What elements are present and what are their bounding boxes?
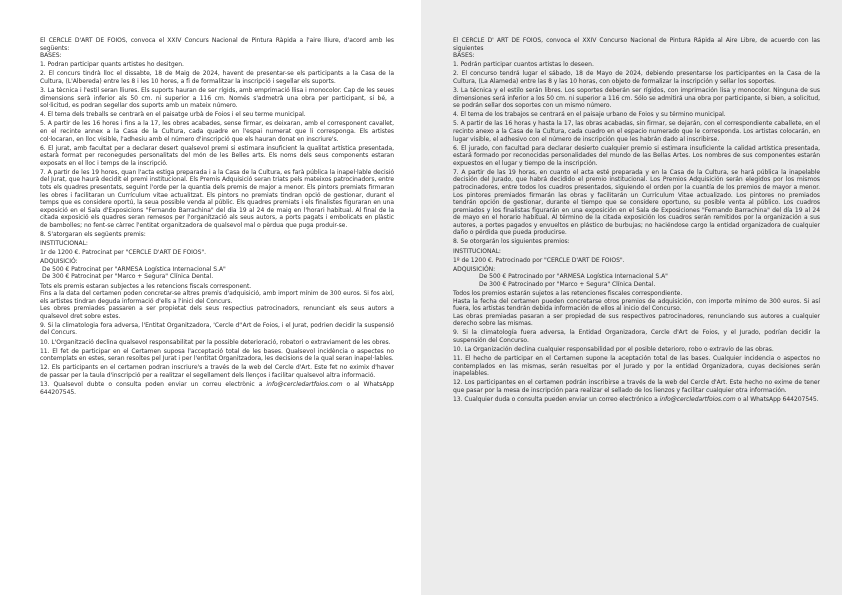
rule-8: 8. Se otorgarán los siguientes premios: xyxy=(453,238,570,246)
acquisition-heading: ADQUISICIÓ: xyxy=(40,258,78,266)
institutional-prize: 1r de 1200 €. Patrocinat per "CERCLE D'ART DE FOIOS". xyxy=(40,249,207,257)
prize-note-2: Fins a la data del certamen poden concretar-se altres premis d'adquisició, amb import mínim de 300 euros. Si fos així, els artistes tindran deguda informació d'ells a l'inici del Concurs. xyxy=(40,290,394,305)
rule-3: 3. La tècnica i l'estil seran lliures. Els suports hauran de ser rígids, amb emprimació llisa i monocolor. Cap de les seues dimensions serà inferior als 50 cm. ni superior a 116 cm. Només s'admetrà una obra per participant, si bé, a sol·licitud, es podran segellar dos suports amb un mateix número. xyxy=(40,87,394,110)
contact-prefix: 13. Cualquier duda o consulta pueden enviar un correo electrónico a xyxy=(453,396,660,404)
contact-email-link[interactable]: info@cercledartfoios.com xyxy=(659,396,736,404)
rule-10: 10. La Organización declina cualquier responsabilidad por el posible deterioro, robo o extravío de las obras. xyxy=(453,346,774,354)
acquisition-prize-2: De 300 € Patrocinado por "Marco + Segura" Clínica Dental. xyxy=(479,280,656,288)
prize-note-2: Hasta la fecha del certamen pueden concretarse otros premios de adquisición, con importe mínimo de 300 euros. Si así fuera, los artistas tendrán debida información de ellos al inicio del Concurso. xyxy=(453,297,820,313)
rule-2: 2. El concurs tindrà lloc el dissabte, 18 de Maig de 2024, havent de presentar-se els participants a la Casa de la Cultura, (L'Albereda) entre les 8 i les 10 hores, a fi de formalitzar la inscripció i segellar els suports. xyxy=(40,70,394,85)
page-spanish xyxy=(421,0,842,595)
intro-paragraph: El CERCLE D' ART DE FOIOS, convoca el XXIV Concurso Nacional de Pintura Rápida al Aire Libre, de acuerdo con las siguientes xyxy=(453,37,820,52)
bases-heading: BASES: xyxy=(453,52,475,60)
rule-2: 2. El concurso tendrá lugar el sábado, 18 de Mayo de 2024, debiendo presentarse los participantes en la Casa de la Cultura, (La Alameda) entre las 8 y las 10 horas, con objeto de formalizar la inscripción y sellar los soportes. xyxy=(453,70,820,85)
rule-6: 6. El jurat, amb facultat per a declarar desert qualsevol premi si estimara insuficient la qualitat artística presentada, estarà format per reconegudes personalitats del món de les Belles arts. Els noms dels seus components estaran exposats en el lloc i temps de la inscripció. xyxy=(40,144,394,167)
rule-1: 1. Podran participar quants artistes ho desitgen. xyxy=(40,61,184,69)
prize-note-1: Todos los premios estarán sujetos a las retenciones fiscales correspondiente. xyxy=(453,290,683,298)
rule-4: 4. El tema dels treballs se centrarà en el paisatge urbà de Foios i el seu terme municipal. xyxy=(40,111,306,119)
rule-5: 5. A partir de les 16 hores i fins a la 17, les obres acabades, sense firmar, es deixaran, amb el corresponent cavallet, en el recinte annex a la Casa de la Cultura, cada quadre en l'espai numerat que li corresponga. Els artistes col·locaran, en lloc visible, l'adhesiu amb el número d'inscripció que els hauran donat en inscriure's. xyxy=(40,120,394,143)
rule-3: 3. La técnica y el estilo serán libres. Los soportes deberán ser rígidos, con imprimación lisa y monocolor. Ninguna de sus dimensiones será inferior a los 50 cm. ni superior a 116 cm. Sólo se admitirá una obra por participante, si bien, a solicitud, se podrán sellar dos soportes con un mismo número. xyxy=(453,87,820,110)
intro-paragraph: El CERCLE D'ART DE FOIOS, convoca el XXIV Concurs Nacional de Pintura Ràpida a l'aire lliure, d'acord amb les següents: xyxy=(40,37,394,52)
institutional-prize: 1º de 1200 €. Patrocinado por "CERCLE D'ART DE FOIOS". xyxy=(453,256,625,264)
institutional-heading: INSTITUCIONAL: xyxy=(40,240,88,248)
contact-prefix: 13. Qualsevol dubte o consulta poden enviar un correu electrònic a xyxy=(40,381,267,389)
institutional-heading: INSTITUCIONAL: xyxy=(453,247,501,255)
rule-4: 4. El tema de los trabajos se centrará en el paisaje urbano de Foios y su término municipal. xyxy=(453,111,726,119)
rule-13-contact xyxy=(40,381,394,396)
contact-suffix: o al WhatsApp 644207545. xyxy=(735,396,819,404)
acquisition-prize-1: De 500 € Patrocinado por "ARMESA Logística Internacional S.A" xyxy=(479,273,668,281)
rule-11: 11. El hecho de participar en el Certamen supone la aceptación total de las bases. Cualquier incidencia o aspectos no contemplados en las mismas, serán resueltas por el Jurado y por la entidad Organizadora, cuyas decisiones serán inapelables. xyxy=(453,355,820,378)
rule-10: 10. L'Organització declina qualsevol responsabilitat per la possible deterioració, robatori o extraviament de les obres. xyxy=(40,338,391,346)
rule-12: 12. Els participants en el certamen podran inscriure's a través de la web del Cercle d'Art. Este fet no eximix d'haver de passar per la taula d'inscripció per a realitzar el segellament dels llenços i facilitar qualsevol altra informació. xyxy=(40,364,394,379)
rules-text-spanish xyxy=(453,37,820,404)
rule-1: 1. Podrán participar cuantos artistas lo deseen. xyxy=(453,61,594,69)
rule-9: 9. Si la climatologia fora adversa, l'Entitat Organitzadora, 'Cercle d''Art de Foios, i el Jurat, podrien decidir la suspensió del Concurs. xyxy=(40,321,394,337)
rule-7: 7. A partir de las 19 horas, en cuanto el acta esté preparada y en la Casa de la Cultura, se hará pública la inapelable decisión del Jurado, que habrá decidido el premio institucional. Los Premios Adquisición serán elegidos por los mismos patrocinadores, entre todos los cuadros presentados, siguiendo el orden por la cuantía de los premios de mayor a menor. Los pintores premiados firmarán las obras y facilitarán un Currículum Vitae actualizado. Los pintores no premiados tendrán opción de gestionar, durante el tiempo que se considere oportuno, su posible venta al público. Los cuadros premiados y los finalistas figurarán en una exposición en el Sala de Exposiciones "Fernando Barrachina" del día 19 al 24 de mayo en el horario habitual. Al término de la citada exposición los cuadros serán remitidos por la organización a sus autores, a portes pagados y envueltos en plástico de burbujas; no haciéndose cargo la entidad organizadora de cualquier daño o pérdida que pueda producirse. xyxy=(453,168,820,237)
rules-text-valencian xyxy=(40,37,394,396)
acquisition-prize-2: De 300 € Patrocinat per "Marco + Segura" Clínica Dental. xyxy=(42,273,214,281)
contact-email-link[interactable]: info@cercledartfoios.com xyxy=(266,381,343,389)
prize-note-3: Las obras premiadas pasaran a ser propiedad de sus respectivos patrocinadores, renunciando sus autores a cualquier derecho sobre las mismas. xyxy=(453,312,820,328)
rule-8: 8. S'atorgaran els següents premis: xyxy=(40,230,146,238)
rule-7: 7. A partir de les 19 hores, quan l'acta estiga preparada i a la Casa de la Cultura, es farà pública la inapel·lable decisió del Jurat, que haurà decidit el premi institucional. Els Premis Adquisició seran triats pels mateixos patrocinadors, entre tots els quadres presentats, seguint l'orde per la quantia dels premis de major a menor. Els pintors premiats firmaran les obres i facilitaran un Currículum vitae actualitzat. Els pintors no premiats tindran opció de gestionar, durant el temps que es considere oportú, la seua possible venda al públic. Els quadres premiats i els finalistes figuraran en una exposició en el Sala d'Exposicions "Fernando Barrachina" del dia 19 al 24 de maig en l'horari habitual. Al final de la citada exposició els quadres seran remesos per l'organització als seus autors, a ports pagats i embolicats en plàstic de bambolles; no fent-se càrrec l'entitat organitzadora de qualsevol mal o pèrdua que puga produir-se. xyxy=(40,168,394,229)
rule-6: 6. El jurado, con facultad para declarar desierto cualquier premio si estimara insuficiente la calidad artística presentada, estará formado por reconocidas personalidades del mundo de las Bellas Artes. Los nombres de sus componentes estarán expuestos en el lugar y tiempo de la inscripción. xyxy=(453,144,820,167)
acquisition-heading: ADQUISICIÓN: xyxy=(453,265,496,273)
rule-12: 12. Los participantes en el certamen podrán inscribirse a través de la web del Cercle d'Art. Este hecho no exime de tener que pasar por la mesa de inscripción para realizar el sellado de los lienzos y facilitar cualquier otra información. xyxy=(453,379,820,395)
prize-note-1: Tots els premis estaran subjectes a les retencions fiscals corresponent. xyxy=(40,282,252,290)
contact-suffix: o al WhatsApp 644207545. xyxy=(40,381,394,396)
rule-9: 9. Si la climatología fuera adversa, la Entidad Organizadora, Cercle d'Art de Foios, y el Jurado, podrían decidir la suspensión del Concurso. xyxy=(453,329,820,344)
rule-13-contact xyxy=(453,396,820,404)
acquisition-prize-1: De 500 € Patrocinat per "ARMESA Logística Internacional S.A" xyxy=(42,265,226,273)
rule-5: 5. A partir de las 16 horas y hasta la 17, las obras acabadas, sin firmar, se dejarán, con el correspondiente caballete, en el recinto anexo a la Casa de la Cultura, cada cuadro en el espacio numerado que le corresponda. Los artistas colocarán, en lugar visible, el adhesivo con el número de inscripción que les habrán dado al inscribirse. xyxy=(453,120,820,143)
rule-11: 11. El fet de participar en el Certamen suposa l'acceptació total de les bases. Qualsevol incidència o aspectes no contemplats en estes, seran resoltes pel Jurat i per l'entitat Organitzadora, les decisions de la qual seran inapel·lables. xyxy=(40,347,394,363)
prize-note-3: Les obres premiades passaren a ser propietat dels seus respectius patrocinadors, renunciant els seus autors a qualsevol dret sobre estes. xyxy=(40,305,394,320)
bases-heading: BASES: xyxy=(40,52,62,60)
